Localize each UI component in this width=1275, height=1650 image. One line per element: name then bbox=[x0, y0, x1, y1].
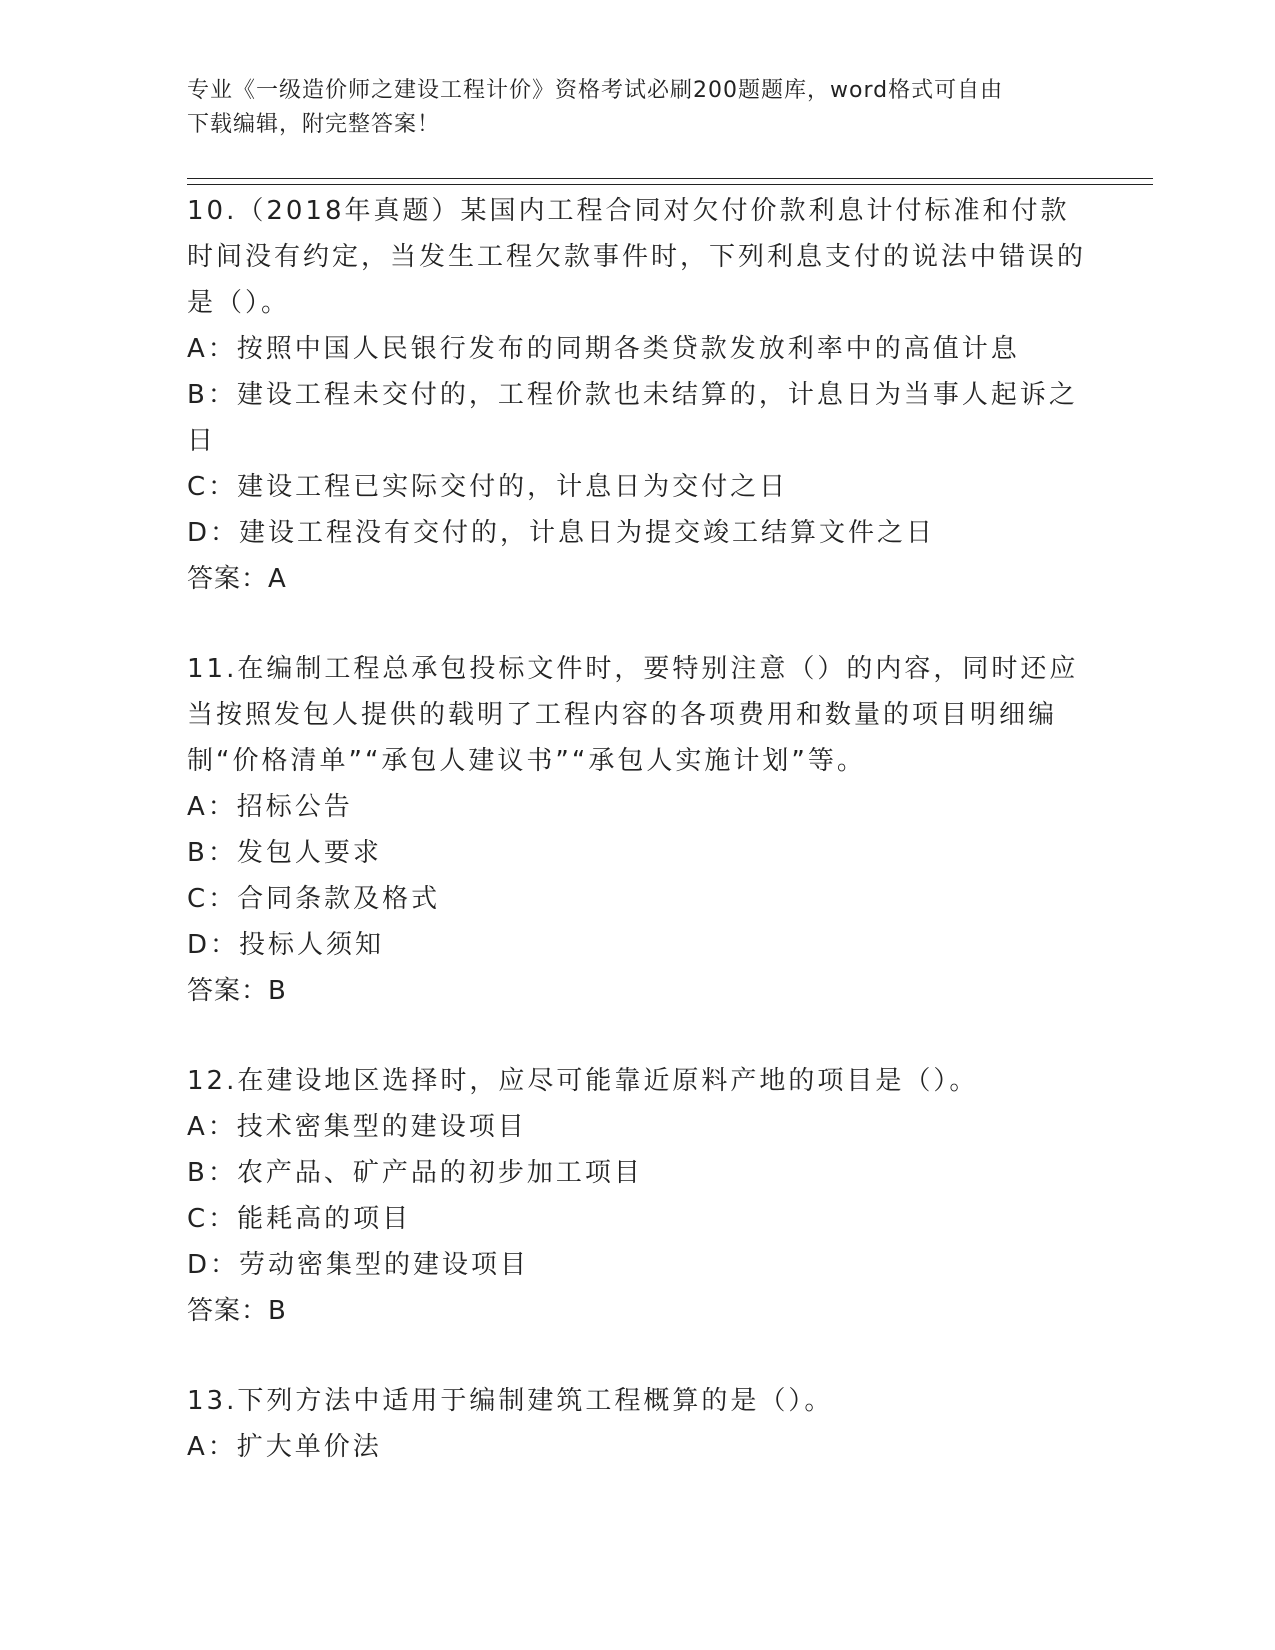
question-list bbox=[187, 188, 1087, 1514]
option-c: C：能耗高的项目 bbox=[187, 1204, 412, 1234]
question-10 bbox=[187, 188, 1087, 602]
option-d: D：投标人须知 bbox=[187, 930, 385, 960]
question-11 bbox=[187, 646, 1087, 1014]
option-a: A：扩大单价法 bbox=[187, 1432, 382, 1462]
option-d: D：劳动密集型的建设项目 bbox=[187, 1250, 530, 1280]
option-b: B：建设工程未交付的，工程价款也未结算的，计息日为当事人起诉之日 bbox=[187, 380, 1078, 456]
option-b: B：农产品、矿产品的初步加工项目 bbox=[187, 1158, 643, 1188]
option-c: C：合同条款及格式 bbox=[187, 884, 441, 914]
question-13 bbox=[187, 1378, 1087, 1470]
answer: 答案：B bbox=[187, 1296, 287, 1326]
option-a: A：技术密集型的建设项目 bbox=[187, 1112, 527, 1142]
header-line-2: 下载编辑，附完整答案！ bbox=[187, 112, 441, 137]
question-stem: 13.下列方法中适用于编制建筑工程概算的是（）。 bbox=[187, 1386, 834, 1416]
option-d: D：建设工程没有交付的，计息日为提交竣工结算文件之日 bbox=[187, 518, 936, 548]
answer: 答案：B bbox=[187, 976, 287, 1006]
option-a: A：按照中国人民银行发布的同期各类贷款发放利率中的高值计息 bbox=[187, 334, 1020, 364]
document-header bbox=[187, 74, 1067, 142]
question-12 bbox=[187, 1058, 1087, 1334]
option-a: A：招标公告 bbox=[187, 792, 353, 822]
question-stem: 10.（2018年真题）某国内工程合同对欠付价款利息计付标准和付款时间没有约定，当发生工程欠款事件时，下列利息支付的说法中错误的是（）。 bbox=[187, 196, 1087, 318]
question-stem: 11.在编制工程总承包投标文件时，要特别注意（）的内容，同时还应当按照发包人提供的载明了工程内容的各项费用和数量的项目明细编制“价格清单”“承包人建议书”“承包人实施计划”等。 bbox=[187, 654, 1079, 776]
question-stem: 12.在建设地区选择时，应尽可能靠近原料产地的项目是（）。 bbox=[187, 1066, 979, 1096]
header-rule-bottom bbox=[187, 184, 1153, 185]
option-c: C：建设工程已实际交付的，计息日为交付之日 bbox=[187, 472, 789, 502]
answer: 答案：A bbox=[187, 564, 287, 594]
header-line-1: 专业《一级造价师之建设工程计价》资格考试必刷200题题库，word格式可自由 bbox=[187, 78, 1004, 103]
header-rule-top bbox=[187, 178, 1153, 179]
option-b: B：发包人要求 bbox=[187, 838, 382, 868]
